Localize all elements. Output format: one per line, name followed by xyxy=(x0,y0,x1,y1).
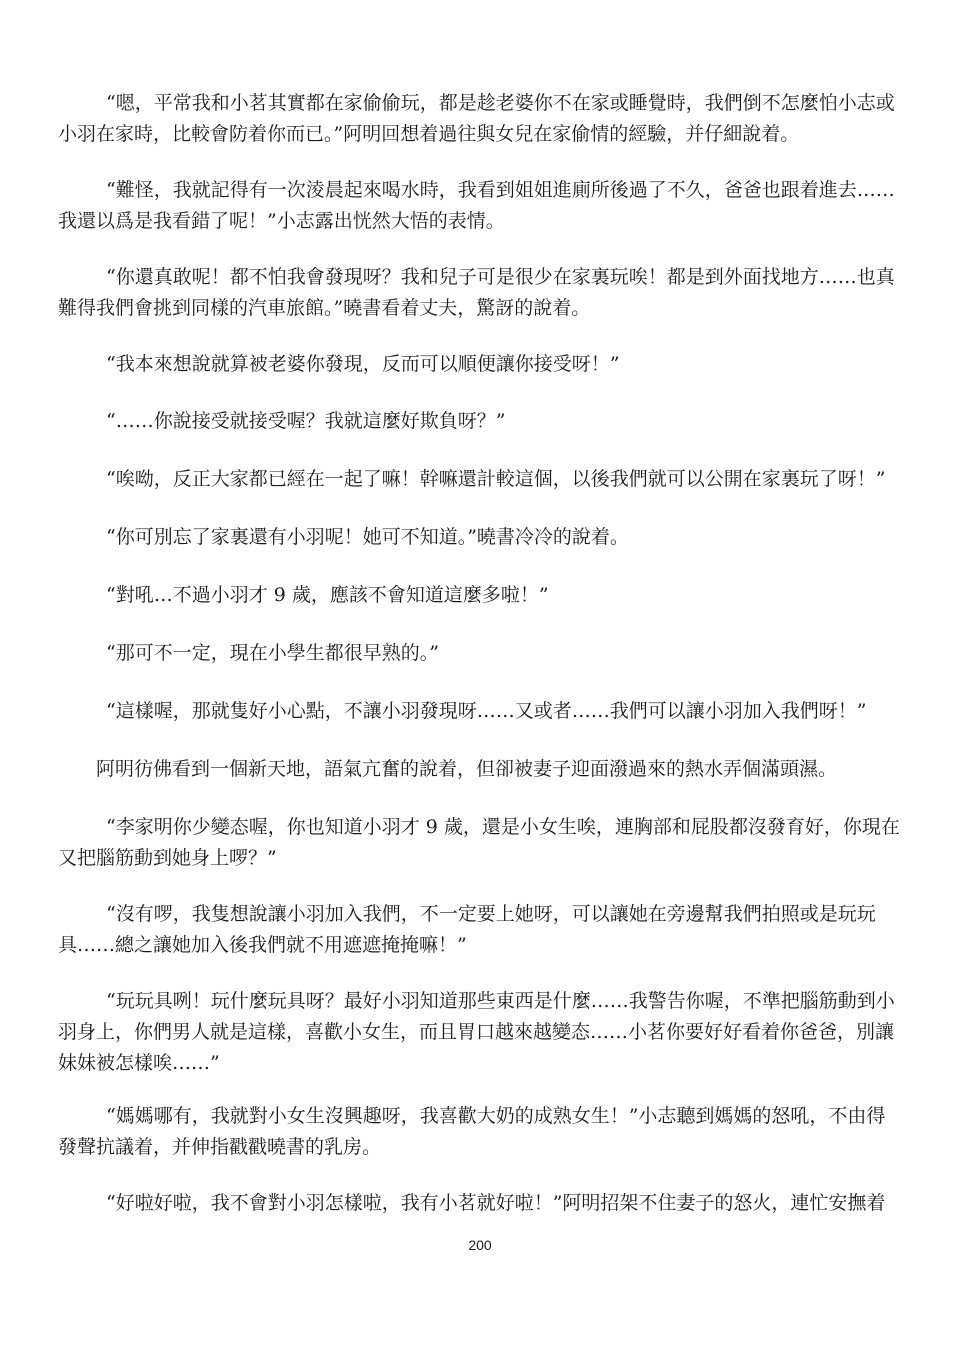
paragraph-4: “我本來想說就算被老婆你發現，反而可以順便讓你接受呀！” xyxy=(106,353,620,375)
paragraph-13: “沒有啰，我隻想說讓小羽加入我們，不一定要上她呀，可以讓她在旁邊幫我們拍照或是玩玩具……總之讓她加入後我們就不用遮遮掩掩嘛！” xyxy=(58,903,876,956)
paragraph-11: 阿明彷佛看到一個新天地，語氣亢奮的說着，但卻被妻子迎面潑過來的熱水弄個滿頭濕。 xyxy=(96,758,838,780)
page-number: 200 xyxy=(468,1237,492,1253)
paragraph-8: “對吼…不過小羽才 9 歲，應該不會知道這麼多啦！” xyxy=(106,584,549,606)
paragraph-7: “你可別忘了家裏還有小羽呢！她可不知道。”曉書冷冷的說着。 xyxy=(106,526,629,548)
paragraph-14: “玩玩具咧！玩什麼玩具呀？最好小羽知道那些東西是什麼……我警告你喔，不準把腦筋動到小羽身上，你們男人就是這樣，喜歡小女生，而且胃口越來越變态……小茗你要好好看着你爸爸，別讓妹妹被怎樣唉……” xyxy=(58,990,895,1074)
paragraph-5: “……你說接受就接受喔？我就這麼好欺負呀？” xyxy=(106,410,506,432)
paragraph-9: “那可不一定，現在小學生都很早熟的。” xyxy=(106,642,439,664)
paragraph-2: “難怪，我就記得有一次淩晨起來喝水時，我看到姐姐進廁所後過了不久，爸爸也跟着進去……我還以爲是我看錯了呢！”小志露出恍然大悟的表情。 xyxy=(58,179,895,232)
paragraph-10: “這樣喔，那就隻好小心點，不讓小羽發現呀……又或者……我們可以讓小羽加入我們呀！” xyxy=(106,700,867,722)
paragraph-3: “你還真敢呢！都不怕我會發現呀？我和兒子可是很少在家裏玩唉！都是到外面找地方……也真難得我們會挑到同樣的汽車旅館。”曉書看着丈夫，驚訝的說着。 xyxy=(58,266,895,319)
paragraph-12: “李家明你少變态喔，你也知道小羽才 9 歲，還是小女生唉，連胸部和屁股都沒發育好，你現在又把腦筋動到她身上啰？” xyxy=(58,816,900,869)
paragraph-6: “唉呦，反正大家都已經在一起了嘛！幹嘛還計較這個，以後我們就可以公開在家裏玩了呀！” xyxy=(106,468,886,490)
paragraph-15: “媽媽哪有，我就對小女生沒興趣呀，我喜歡大奶的成熟女生！”小志聽到媽媽的怒吼，不由得發聲抗議着，并伸指戳戳曉書的乳房。 xyxy=(58,1105,886,1158)
paragraph-1: “嗯，平常我和小茗其實都在家偷偷玩，都是趁老婆你不在家或睡覺時，我們倒不怎麼怕小志或小羽在家時，比較會防着你而已。”阿明回想着過往與女兒在家偷情的經驗，并仔細說着。 xyxy=(58,92,895,145)
paragraph-16: “好啦好啦，我不會對小羽怎樣啦，我有小茗就好啦！”阿明招架不住妻子的怒火，連忙安撫着 xyxy=(106,1192,886,1214)
